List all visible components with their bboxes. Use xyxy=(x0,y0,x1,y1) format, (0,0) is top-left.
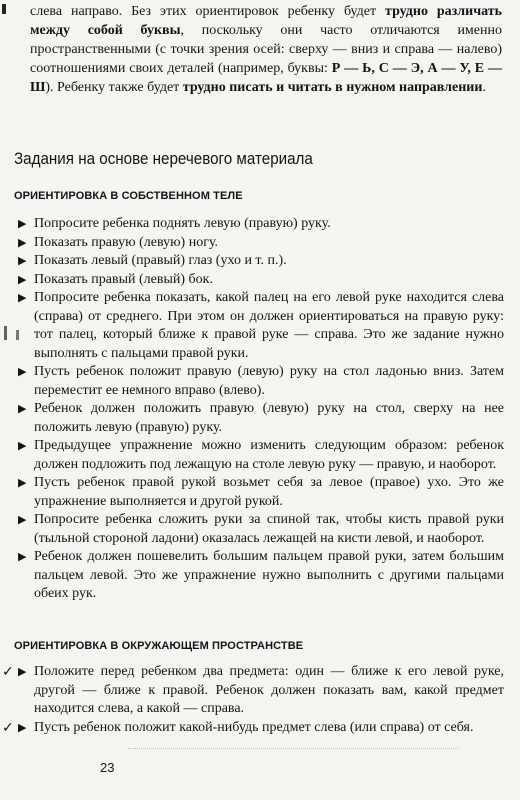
bullet-icon: ▶ xyxy=(18,217,27,230)
list-item-text: Пусть ребенок положит какой-нибудь предмет слева (или справа) от себя. xyxy=(34,719,474,735)
scan-speck xyxy=(2,4,6,14)
checkmark-icon: ✓ xyxy=(2,719,14,736)
list-item xyxy=(14,511,504,548)
bullet-icon: ▶ xyxy=(18,291,27,304)
exercise-list-body xyxy=(14,215,504,604)
list-item xyxy=(14,363,504,400)
scan-speck xyxy=(4,326,7,340)
list-item xyxy=(14,400,504,437)
bullet-icon: ▶ xyxy=(18,235,27,249)
list-item-text: Положите перед ребенком два предмета: один — ближе к его левой руке, другой — ближе к правой. Ребенок должен показать вам, какой предмет находится слева, а какой — справа. xyxy=(34,664,504,716)
list-item-text: Показать правую (левую) ногу. xyxy=(34,234,219,250)
intro-text: ). Ребенку также будет xyxy=(45,80,183,95)
checkmark-icon: ✓ xyxy=(2,664,14,680)
bullet-icon: ▶ xyxy=(18,254,27,267)
intro-text: , поскольку они часто отличаются именно пространственными (с точки зрения осей: сверху — вниз и справа — налево) соотношениями своих деталей (например, буквы: xyxy=(30,23,502,76)
intro-paragraph xyxy=(30,2,502,97)
bullet-icon: ▶ xyxy=(18,513,27,526)
list-item-text: Показать правый (левый) бок. xyxy=(34,271,213,287)
list-item xyxy=(14,474,504,511)
bullet-icon: ▶ xyxy=(18,402,27,415)
intro-bold: трудно различать между собой буквы xyxy=(30,4,503,38)
subsection-title-space: ОРИЕНТИРОВКА В ОКРУЖАЮЩЕМ ПРОСТРАНСТВЕ xyxy=(14,640,304,652)
list-item-text: Показать левый (правый) глаз (ухо и т. п.). xyxy=(34,253,287,268)
list-item-text: Пусть ребенок правой рукой возьмет себя за левое (правое) ухо. Это же упражнение выполняется и другой рукой. xyxy=(34,475,504,509)
list-item-text: Пусть ребенок положит правую (левую) руку на стол ладонью вниз. Затем переместит ее немного вправо (влево). xyxy=(34,364,504,398)
list-item xyxy=(14,271,504,290)
list-item-text: Ребенок должен пошевелить большим пальцем правой руки, затем большим пальцем левой. Это же упражнение нужно выполнить с другими пальцами обеих рук. xyxy=(34,549,504,601)
page-number: 23 xyxy=(100,760,115,775)
list-item xyxy=(2,663,504,719)
list-item xyxy=(14,289,504,363)
list-item xyxy=(2,719,504,738)
list-item-text: Предыдущее упражнение можно изменить следующим образом: ребенок должен подложить под лежащую на столе левую руку — правую, и наоборот. xyxy=(34,438,504,472)
list-item-text: Ребенок должен положить правую (левую) руку на стол, сверху на нее положить левую (правую) руку. xyxy=(34,401,504,435)
intro-text: слева направо. Без этих ориентировок ребенку будет xyxy=(30,4,386,19)
bullet-icon: ▶ xyxy=(18,665,27,678)
intro-text: . xyxy=(482,80,486,95)
list-item xyxy=(14,252,504,271)
bullet-icon: ▶ xyxy=(18,439,27,452)
bullet-icon: ▶ xyxy=(18,476,27,489)
bullet-icon: ▶ xyxy=(18,365,27,378)
list-item-text: Попросите ребенка поднять левую (правую) руку. xyxy=(34,216,331,231)
list-item-text: Попросите ребенка сложить руки за спиной так, чтобы кисть правой руки (тыльной стороной ладони) оказалась лежащей на кисти левой, и наоборот. xyxy=(34,512,504,546)
exercise-list-space xyxy=(2,663,504,737)
list-item xyxy=(14,215,504,234)
intro-bold: Р — Ь, С — Э, А — У, Е — Ш xyxy=(30,61,502,95)
intro-bold: трудно писать и читать в нужном направлении xyxy=(182,80,483,95)
scan-speck xyxy=(16,330,19,340)
list-item-text: Попросите ребенка показать, какой палец на его левой руке находится слева (справа) от среднего. При этом он должен ориентироваться на правую руку: тот палец, который ближе к правой руке — справа. Это же задание нужно выполнять с пальцами правой руки. xyxy=(34,290,504,361)
list-item xyxy=(14,234,504,253)
list-item xyxy=(14,437,504,474)
bullet-icon: ▶ xyxy=(18,272,27,286)
subsection-title-body: ОРИЕНТИРОВКА В СОБСТВЕННОМ ТЕЛЕ xyxy=(14,190,243,202)
list-item xyxy=(14,548,504,604)
section-title: Задания на основе неречевого материала xyxy=(14,150,313,168)
bullet-icon: ▶ xyxy=(18,720,27,734)
bullet-icon: ▶ xyxy=(18,550,27,563)
bleed-through-smudge xyxy=(128,740,458,749)
